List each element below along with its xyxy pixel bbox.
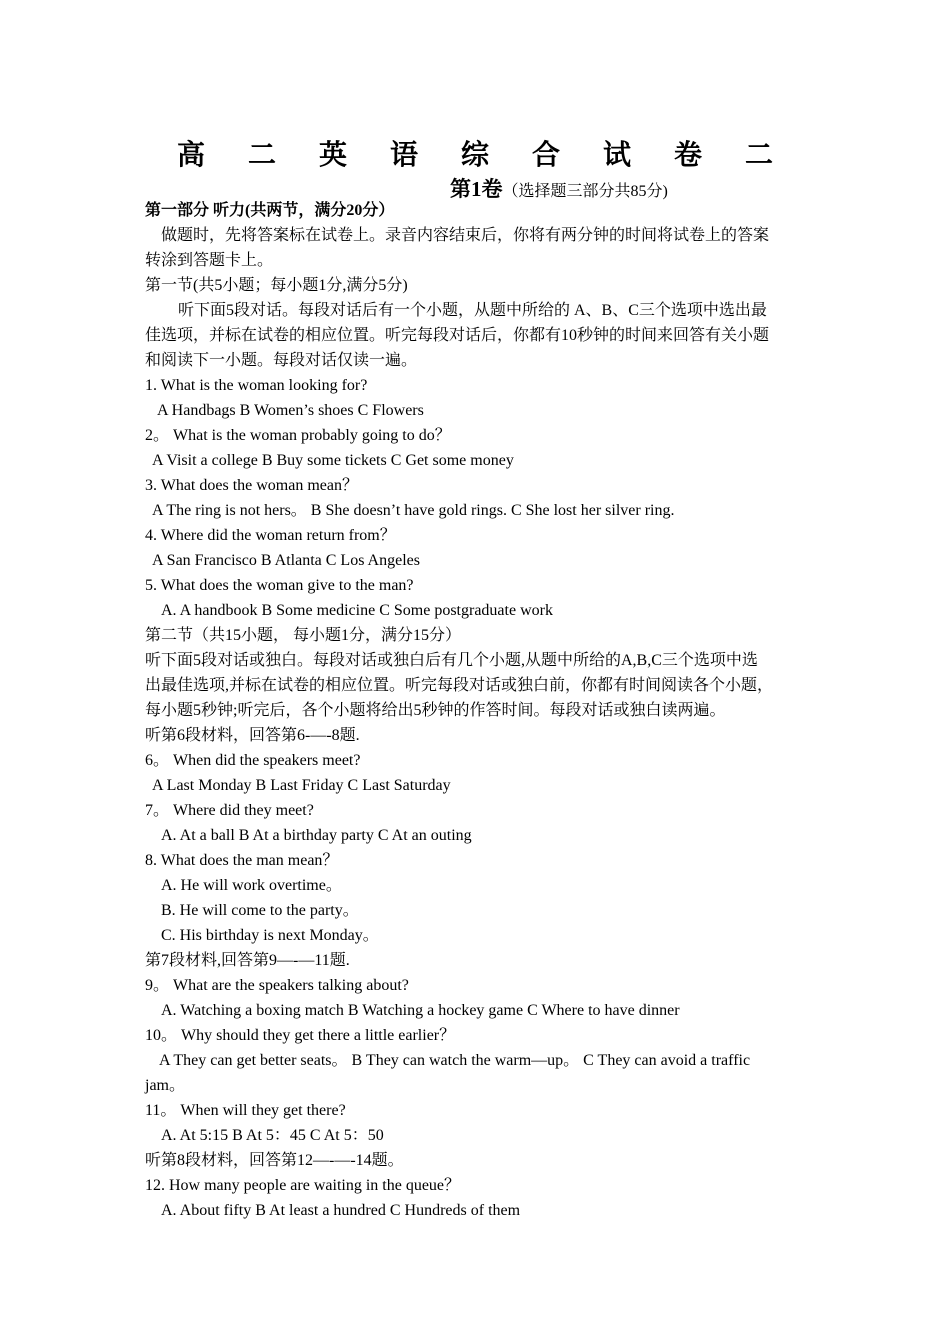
exam-title: 高 二 英 语 综 合 试 卷 二	[176, 140, 791, 171]
question-12: 12. How many people are waiting in the queue？	[145, 1177, 461, 1194]
question-5: 5. What does the woman give to the man?	[145, 577, 414, 594]
volume-note: （选择题三部分共85分)	[502, 183, 668, 200]
question-4: 4. Where did the woman return from？	[145, 527, 396, 544]
instruction-line: 佳选项，并标在试卷的相应位置。听完每段对话后，你都有10秒钟的时间来回答有关小题	[145, 327, 770, 344]
volume-label: 第1卷	[450, 177, 503, 201]
material-6-heading: 听第6段材料，回答第6-—-8题.	[145, 727, 360, 744]
part-one-heading: 第一部分 听力(共两节，满分20分）	[145, 202, 395, 219]
question-3-options: A The ring is not hers。 B She doesn’t have gold rings. C She lost her silver ring.	[152, 502, 675, 519]
instruction-line: 出最佳选项,并标在试卷的相应位置。听完每段对话或独白前，你都有时间阅读各个小题，	[145, 677, 774, 694]
question-6: 6。 When did the speakers meet?	[145, 752, 361, 769]
material-7-heading: 第7段材料,回答第9—-—11题.	[145, 952, 350, 969]
question-8-option-a: A. He will work overtime。	[161, 877, 342, 894]
question-10: 10。 Why should they get there a little earlier？	[145, 1027, 456, 1044]
question-10-options: A They can get better seats。 B They can watch the warm—up。 C They can avoid a traffic	[159, 1052, 751, 1069]
instruction-line: 和阅读下一小题。每段对话仅读一遍。	[145, 352, 418, 369]
material-8-heading: 听第8段材料，回答第12—-—-14题。	[145, 1152, 404, 1169]
question-7-options: A. At a ball B At a birthday party C At an outing	[161, 827, 472, 844]
question-5-options: A. A handbook B Some medicine C Some postgraduate work	[161, 602, 553, 619]
question-7: 7。 Where did they meet?	[145, 802, 314, 819]
instruction-line: 做题时，先将答案标在试卷上。录音内容结束后，你将有两分钟的时间将试卷上的答案	[161, 227, 770, 244]
question-1-options: A Handbags B Women’s shoes C Flowers	[157, 402, 424, 419]
question-9: 9。 What are the speakers talking about?	[145, 977, 409, 994]
question-4-options: A San Francisco B Atlanta C Los Angeles	[152, 552, 420, 569]
section-two-heading: 第二节（共15小题， 每小题1分，满分15分）	[145, 627, 462, 644]
question-12-options: A. About fifty B At least a hundred C Hundreds of them	[161, 1202, 521, 1219]
question-2-options: A Visit a college B Buy some tickets C Get some money	[152, 452, 514, 469]
instruction-line: 转涂到答题卡上。	[145, 252, 274, 269]
question-11-options: A. At 5:15 B At 5：45 C At 5：50	[161, 1127, 384, 1144]
question-1: 1. What is the woman looking for?	[145, 377, 368, 394]
question-8-option-c: C. His birthday is next Monday。	[161, 927, 379, 944]
instruction-line: 每小题5秒钟;听完后，各个小题将给出5秒钟的作答时间。每段对话或独白读两遍。	[145, 702, 726, 719]
section-one-heading: 第一节(共5小题；每小题1分,满分5分)	[145, 277, 408, 294]
question-6-options: A Last Monday B Last Friday C Last Saturday	[152, 777, 451, 794]
question-8-option-b: B. He will come to the party。	[161, 902, 359, 919]
instruction-line: 听下面5段对话。每段对话后有一个小题，从题中所给的 A、B、C三个选项中选出最	[178, 302, 767, 319]
volume-heading	[450, 173, 668, 203]
question-3: 3. What does the woman mean？	[145, 477, 358, 494]
question-9-options: A. Watching a boxing match B Watching a hockey game C Where to have dinner	[161, 1002, 680, 1019]
instruction-line: 听下面5段对话或独白。每段对话或独白后有几个小题,从题中所给的A,B,C三个选项中选	[145, 652, 758, 669]
question-10-options-continued: jam。	[145, 1077, 185, 1094]
question-8: 8. What does the man mean？	[145, 852, 339, 869]
question-11: 11。 When will they get there?	[145, 1102, 346, 1119]
question-2: 2。 What is the woman probably going to do？	[145, 427, 451, 444]
